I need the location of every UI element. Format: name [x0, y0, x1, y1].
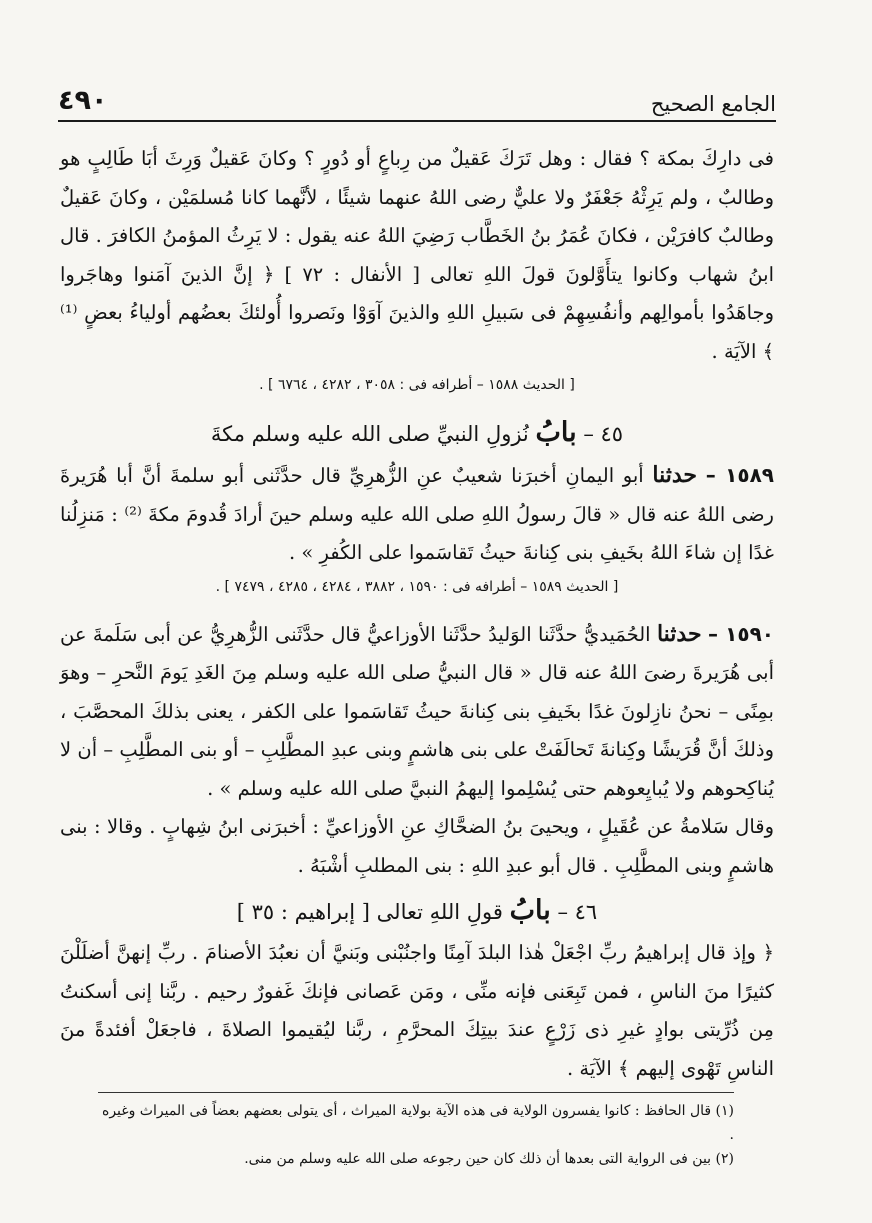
chapter-45-bab: بابُ [535, 417, 577, 448]
hadith-1590-number: ١٥٩٠ – [708, 621, 774, 646]
hadith-1590-lead: حدثنا [656, 620, 702, 647]
hadith-1588-citation: [ الحديث ١٥٨٨ – أطرافه فى : ٣٠٥٨ ، ٤٢٨٢ ، ٦٧٦٤ ] . [259, 377, 575, 393]
page-header [58, 76, 776, 122]
hadith-1589 [60, 456, 774, 573]
chapter-45-title: نُزولِ النبيِّ صلى الله عليه وسلم مكةَ [210, 422, 529, 446]
hadith-1589-number: ١٥٨٩ – [705, 463, 774, 487]
footnotes [98, 1092, 734, 1171]
chapter-46-number: ٤٦ – [557, 900, 598, 924]
quran-verse: ﴿ وإذ قال إبراهيمُ ربِّ اجْعَلْ هٰذا البلدَ آمِنًا واجنُبْنى وبَنيَّ أن نعبُدَ الأصنامَ . ربِّ إنهنَّ أضلَلْنَ كثيرًا منَ الناسِ ، فمن تَبِعَنى فإنه منِّى ، ومَن عَصانى فإنكَ غَفورٌ رحيم . ربَّنا إنى أسكنتُ مِن ذُرِّيتى بوادٍ غيرِ ذى زَرْعٍ عندَ بيتِكَ المحرَّمِ ، ربَّنا ليُقيموا الصلاةَ ، فاجعَلْ أفئدةً منَ الناسِ تَهْوى إليهم ﴾ الآيَة . [60, 941, 774, 1080]
paragraph-continuation: فى دارِكَ بمكة ؟ فقال : وهل تَرَكَ عَقيلٌ من رِباعٍ أو دُورٍ ؟ وكانَ عَقيلٌ وَرِثَ أبَا طَالِبٍ هو وطالبٌ ، ولم يَرِثْهُ جَعْفَرٌ ولا عليٌّ رضى اللهُ عنهما شيئًا ، لأنَّهما كانا مُسلمَيْن ، وكانَ عَقيلٌ وطالبٌ كافرَيْن ، فكانَ عُمَرُ بنُ الخَطَّاب رَضِيَ اللهُ عنه يقول : لا يَرِثُ المؤمنُ الكافرَ . قال ابنُ شهاب وكانوا يتأَوَّلونَ قولَ اللهِ تعالى [ الأنفال : ٧٢ ] ﴿ إنَّ الذينَ آمَنوا وهاجَروا وجاهَدُوا بأموالِهم وأنفُسِهِمْ فى سَبيلِ اللهِ والذينَ آوَوْا ونَصروا أُولئكَ بعضُهم أولياءُ بعضٍ ⁽¹⁾ ﴾ الآيَة . [60, 147, 774, 363]
hadith-1589-citation: [ الحديث ١٥٨٩ – أطرافه فى : ١٥٩٠ ، ٣٨٨٢ ، ٤٢٨٤ ، ٤٢٨٥ ، ٧٤٧٩ ] . [215, 578, 619, 595]
hadith-1589-lead: حدثنا [652, 462, 698, 488]
page-body [60, 140, 774, 1088]
hadith-1589-text: أبو اليمانِ أخبرَنا شعيبٌ عنِ الزُّهرِيِّ قال حدَّثَنى أبو سلمةَ أنَّ أبا هُرَيرةَ رضى اللهُ عنه قال « قالَ رسولُ اللهِ صلى الله عليه وسلم حينَ أرادَ قُدومَ مكةَ ⁽²⁾ : مَنزِلُنا غدًا إن شاءَ اللهُ بخَيفِ بنى كِنانةَ حيثُ تَقاسَموا على الكُفرِ » . [60, 464, 774, 564]
footnote-1: (١) قال الحافظ : كانوا يفسرون الولاية فى هذه الآية بولاية الميراث ، أى يتولى بعضهم بعضاً فى الميراث وغيره . [101, 1103, 734, 1143]
hadith-1590 [60, 615, 774, 809]
chapter-46-title: قولِ اللهِ تعالى [ إبراهيم : ٣٥ ] [236, 900, 503, 924]
chapter-46-heading [60, 891, 774, 932]
chapter-46-bab: بابُ [509, 895, 551, 926]
page-number: ٤٩٠ [58, 85, 108, 116]
chapter-45-heading [60, 413, 774, 454]
running-title: الجامع الصحيح [650, 92, 776, 116]
hadith-1590-note: وقال سَلامةُ عن عُقَيلٍ ، ويحيىَ بنُ الضحَّاكِ عنِ الأوزاعيِّ : أخبرَنى ابنُ شِهابٍ . وقالا : بنى هاشمٍ وبنى المطَّلِبِ . قال أبو عبدِ اللهِ : بنى المطلبِ أشْبَهُ . [60, 815, 774, 877]
hadith-1590-text: الحُمَيديُّ حدَّثَنا الوَليدُ حدَّثَنا الأوزاعيُّ قال حدَّثَنى الزُّهرِيُّ عن أبى سَلَمةَ عن أبى هُرَيرةَ رضىَ اللهُ عنه قال « قال النبيُّ صلى الله عليه وسلم مِنَ الغَدِ يَومَ النَّحرِ – وهوَ بمِنًى – نحنُ نازِلونَ غدًا بخَيفِ بنى كِنانةَ حيثُ تَقاسَموا على الكفر ، يعنى بذلكَ المحصَّبَ ، وذلكَ أنَّ قُرَيشًا وكِنانةَ تَحالَفَتْ على بنى هاشمٍ وبنى عبدِ المطَّلِبِ – أو بنى المطَّلِبِ – أن لا يُناكِحوهم ولا يُبايِعوهم حتى يُسْلِموا إليهمُ النبيَّ صلى الله عليه وسلم » . [60, 622, 774, 800]
footnote-2: (٢) بين فى الرواية التى بعدها أن ذلك كان حين رجوعه صلى الله عليه وسلم من منى. [244, 1151, 734, 1167]
chapter-45-number: ٤٥ – [583, 422, 624, 446]
